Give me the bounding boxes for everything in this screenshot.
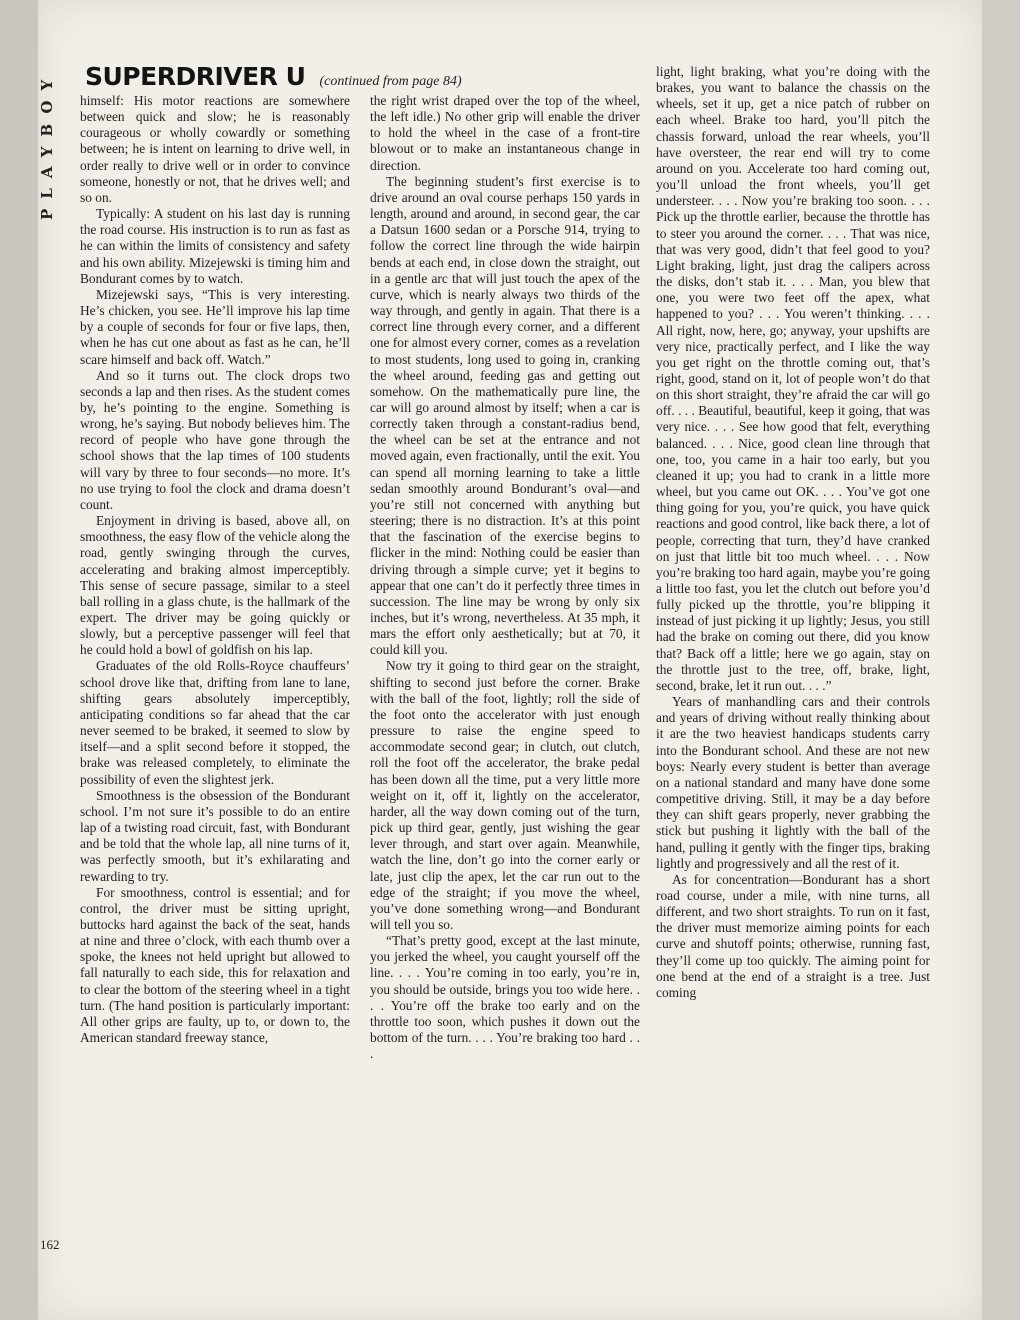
- page-number: 162: [40, 1237, 60, 1252]
- text-column-3: [656, 64, 930, 1264]
- paragraph: light, light braking, what you’re doing with the brakes, you want to balance the chassis on the wheels, set it up, get a nice patch of rubber on each wheel. Brake too hard, you’ll pitch the chassis forward, unload the rear wheels, you’ll have oversteer, the rear end will try to come around on you. Accelerate too hard coming out, you’ll unload the front wheels, you’ll get understeer. . . . Now you’re braking too soon. . . . Pick up the throttle earlier, because the throttle has to steer you around the corner. . . . That was nice, that was very good, didn’t that feel good to you? Light braking, light, just drag the calipers across the disks, don’t stab it. . . . Man, you blew that one, you were two feet off the apex, what happened to you? . . . You weren’t thinking. . . . All right, now, here, go; anyway, your upshifts are very nice, practically perfect, and I like the way you get right on the throttle coming out, that’s right, good, stand on it, lot of people won’t do that on this short straight, they’re afraid the car will go off. . . . Beautiful, beautiful, keep it going, that was very nice. . . . See how good that felt, everything balanced. . . . Nice, good clean line through that one, too, you came in a hair too early, but you cleaned it up; you had to crank in a little more wheel, but you came out OK. . . . You’ve got one thing going for you, you’re quick, you have quick reactions and good control, like back there, a lot of people, correcting that turn, they’d have cranked on just that little bit too much wheel. . . . Now you’re braking too hard again, maybe you’re going a little too fast, you let the clutch out before you’d fully picked up the throttle, you’re blipping it instead of just picking it up lightly; Jesus, you still had the brake on coming out there, did you know that? Back off a little; here we go again, stay on the throttle just to the tree, off, brake, light, second, brake, let it run out. . . .”: [656, 64, 930, 693]
- text-column-1: [80, 93, 350, 1263]
- paragraph: Enjoyment in driving is based, above all, on smoothness, the easy flow of the vehicle along the road, gently swinging through the curves, accelerating and braking almost imperceptibly. This sense of secure passage, similar to a steel ball rolling in a glass chute, is the hallmark of the expert. The driver may be going quickly or slowly, but a perceptive passenger will feel that he could hold a bowl of goldfish on his lap.: [80, 513, 350, 658]
- paragraph: For smoothness, control is essential; and for control, the driver must be sitting upright, buttocks hard against the back of the seat, hands at nine and three o’clock, with each thumb over a spoke, the knees not held upright but allowed to fall naturally to each side, this for relaxation and to clear the bottom of the steering wheel in a tight turn. (The hand position is particularly important: All other grips are faulty, up to, or down to, the American standard freeway stance,: [80, 884, 350, 1046]
- paragraph: “That’s pretty good, except at the last minute, you jerked the wheel, you caught yourself off the line. . . . You’re coming in too early, you’re in, you should be outside, brings you too wide here. . . . You’re off the brake too early and on the throttle too soon, which pushes it down out the bottom of the turn. . . . You’re braking too hard . . .: [370, 933, 640, 1062]
- text-column-2: [370, 93, 640, 1263]
- paragraph: As for concentration—Bondurant has a short road course, under a mile, with nine turns, all different, and two short straights. To run on it fast, the driver must memorize aiming points for each curve and shutoff points; otherwise, running fast, they’ll come up too quickly. The aiming point for one bend at the end of a straight is a tree. Just coming: [656, 871, 930, 1000]
- paragraph: Typically: A student on his last day is running the road course. His instruction is to run as fast as he can within the limits of consistency and safety and his own ability. Mizejewski is timing him and Bondurant comes by to watch.: [80, 206, 350, 286]
- article-title: SUPERDRIVER U: [85, 62, 306, 91]
- paragraph: And so it turns out. The clock drops two seconds a lap and then rises. As the student comes by, he’s pointing to the engine. Something is wrong, he’s saying. But nobody believes him. The record of people who have gone through the school shows that the lap times of 100 students will vary by three to four seconds—no more. It’s no use trying to fool the clock and drama doesn’t count.: [80, 367, 350, 512]
- scan-left-margin: [0, 0, 38, 1320]
- paragraph: himself: His motor reactions are somewhere between quick and slow; he is reasonably courageous or wholly cowardly or something between; he is intent on learning to drive well, in order really to drive well or in order to convince someone, honestly or not, that he drives well; and so on.: [80, 93, 350, 205]
- paragraph: Graduates of the old Rolls-Royce chauffeurs’ school drove like that, drifting from lane to lane, shifting gears absolutely imperceptibly, anticipating conditions so far ahead that the car never seemed to be braked, it seemed to slow by itself—and a split second before it stopped, the brake was released completely, to eliminate the possibility of even the slightest jerk.: [80, 658, 350, 787]
- paragraph: Smoothness is the obsession of the Bondurant school. I’m not sure it’s possible to do an entire lap of a twisting road circuit, fast, with Bondurant and be told that the whole lap, all nine turns of it, was perfectly smooth, but it’s exhilarating and rewarding to try.: [80, 787, 350, 884]
- paragraph: Mizejewski says, “This is very interesting. He’s chicken, you see. He’ll improve his lap time by a couple of seconds for four or five laps, then, when he has cut one about as fast as he can, he’ll scare himself and back off. Watch.”: [80, 286, 350, 367]
- magazine-side-logo: PLAYBOY: [38, 69, 56, 221]
- article-headline: [85, 62, 645, 92]
- paragraph: Now try it going to third gear on the straight, shifting to second just before the corner. Brake with the ball of the foot, lightly; roll the side of the foot onto the accelerator with just enough pressure to raise the engine speed to accommodate second gear; in clutch, out clutch, roll the foot off the accelerator, the brake pedal has been down all the time, put a very little more weight on it, off it, lightly on the accelerator, harder, all the way down coming out of the turn, pick up third gear, gently, just wishing the gear lever through, and start over again. Meanwhile, watch the line, don’t go into the corner early or late, just clip the apex, let the car run out to the edge of the straight; if you move the wheel, you’ve done something wrong—and Bondurant will tell you so.: [370, 658, 640, 932]
- paragraph: The beginning student’s first exercise is to drive around an oval course perhaps 150 yards in length, around and around, in second gear, the car a Datsun 1600 sedan or a Porsche 914, trying to follow the correct line through the wide hairpin bends at each end, in close down the straight, out in a gentle arc that will just touch the apex of the curve, which is nearly always two thirds of the way through, and gently in again. That there is a correct line through every corner, and a different one for almost every corner, comes as a revelation to most students, long used to going in, cranking the wheel around, feeding gas and getting out somehow. On the mathematically pure line, the car will go around almost by itself; when a car is correctly taken through a constant-radius bend, the wheel can be set at the entrance and not moved again, even fractionally, until the exit. You can spend all morning learning to take a little sedan smoothly around Bondurant’s oval—and you’re still not concerned with anything but steering; there is no distraction. It’s at this point that the fascination of the exercise begins to flicker in the mind: Nothing could be easier than driving through a simple curve; yet it begins to appear that one can’t do it perfectly three times in succession. The line may be wrong by only six inches, but it’s wrong, nevertheless. At 35 mph, it mars the effort only aesthetically; but at 70, it could kill you.: [370, 173, 640, 658]
- continued-note: (continued from page 84): [319, 74, 462, 89]
- paragraph: the right wrist draped over the top of the wheel, the left idle.) No other grip will enable the driver to hold the wheel in the case of a front-tire blowout or to make an instantaneous change in direction.: [370, 93, 640, 173]
- scan-right-margin: [982, 0, 1020, 1320]
- paragraph: Years of manhandling cars and their controls and years of driving without really thinking about it are the two heaviest handicaps students carry into the Bondurant school. And these are not new boys: Nearly every student is better than average on a national standard and many have done some competitive driving. Still, it may be a day before they can shift gears properly, never grabbing the stick but pushing it lightly with the ball of the hand, pulling it gently with the finger tips, braking lightly and progressively and all the rest of it.: [656, 694, 930, 871]
